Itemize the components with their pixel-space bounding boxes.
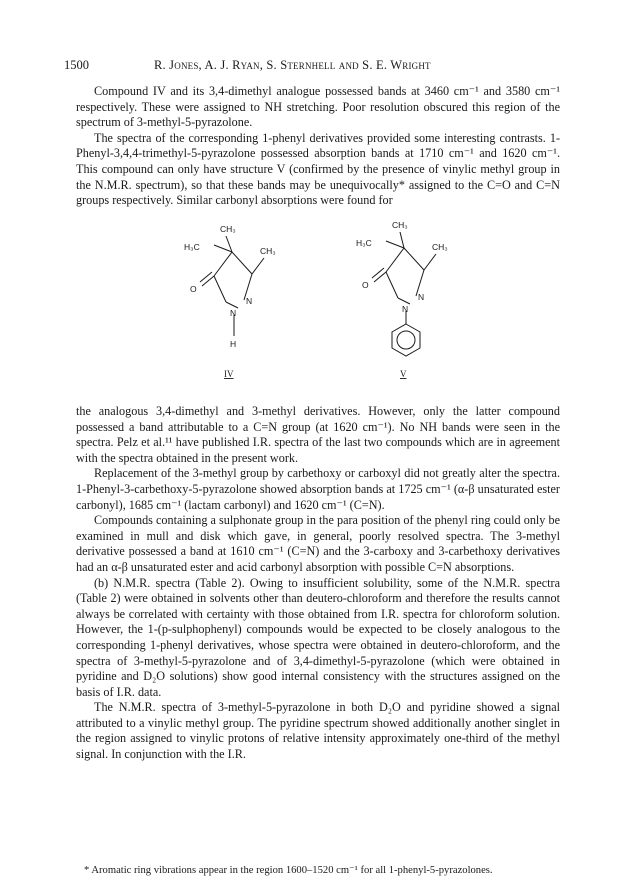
paragraph-ir-nh: Compound IV and its 3,4-dimethyl analogue possessed bands at 3460 cm⁻¹ and 3580 cm⁻¹ respectively. These were assigned to NH stretching. Poor resolution obscured this region of the spectrum of 3-methyl-5-pyrazolone. (76, 84, 560, 130)
structure-iv (160, 212, 320, 392)
methyl-left: H₃C (356, 238, 372, 248)
running-authors: R. Jones, A. J. Ryan, S. Sternhell and S. E. Wright (154, 58, 431, 72)
paragraph-nmr-spectra: (b) N.M.R. spectra (Table 2). Owing to insufficient solubility, some of the N.M.R. spectra (Table 2) were obtained in solvents other than deutero-chloroform and therefore the results cannot always be correlated with certainty with those obtained from I.R. spectra for chloroform solution. However, the 1-(p-sulphophenyl) compounds would be expected to be closely analogous to the corresponding 1-phenyl derivatives, whose spectra were obtained in deutero-chloroform, and the spectra of 3-methyl-5-pyrazolone and of 3,4-dimethyl-5-pyrazolone (which were obtained in pyridine and D₂O solutions) show good internal consistency with the structures assigned on the basis of I.R. data. (76, 575, 560, 699)
text-block-top (76, 84, 560, 209)
methyl-top: CH₃ (220, 224, 236, 234)
structure-v-label: V (400, 369, 407, 379)
text-block-bottom (76, 404, 560, 763)
nitrogen-2: N (418, 292, 425, 302)
oxygen: O (190, 284, 197, 294)
structure-v (330, 212, 500, 392)
methyl-right: CH₃ (432, 242, 448, 252)
paragraph-nmr-methyl: The N.M.R. spectra of 3-methyl-5-pyrazolone in both D₂O and pyridine showed a signal attributed to a vinylic methyl group. The pyridine spectrum showed additionally another singlet in the region assigned to vinylic protons of relative intensity approximately one-third of the methyl signal. In conjunction with the I.R. (76, 700, 560, 762)
structure-iv-label: IV (224, 369, 234, 379)
paragraph-carbethoxy: Replacement of the 3-methyl group by carbethoxy or carboxyl did not greatly alter the spectra. 1-Phenyl-3-carbethoxy-5-pyrazolone showed absorption bands at 1725 cm⁻¹ (α-β unsaturated ester carbonyl), 1685 cm⁻¹ (lactam carbonyl) and 1620 cm⁻¹ (C=N). (76, 466, 560, 512)
nitrogen-2: N (246, 296, 253, 306)
footnote: * Aromatic ring vibrations appear in the region 1600–1520 cm⁻¹ for all 1-phenyl-5-pyrazolones. (84, 865, 493, 876)
structure-iv-drawing (160, 212, 320, 392)
structure-v-drawing (330, 212, 500, 392)
nitrogen-1: N (230, 308, 237, 318)
nitrogen-1: N (402, 304, 409, 314)
page-number: 1500 (64, 58, 89, 72)
paragraph-phenyl-derivatives: The spectra of the corresponding 1-phenyl derivatives provided some interesting contrasts. 1-Phenyl-3,4,4-trimethyl-5-pyrazolone possessed absorption bands at 1710 cm⁻¹ and 1620 cm⁻¹. This compound can only have structure V (confirmed by the presence of vinylic methyl group in the N.M.R. spectrum), so that these bands may be unequivocally* assigned to the C=O and C=N groups respectively. Similar carbonyl absorptions were found for (76, 130, 560, 208)
oxygen: O (362, 280, 369, 290)
methyl-left: H₃C (184, 242, 200, 252)
methyl-top: CH₃ (392, 220, 408, 230)
methyl-right: CH₃ (260, 246, 276, 256)
paragraph-analogous: the analogous 3,4-dimethyl and 3-methyl derivatives. However, only the latter compound possessed a band attributable to a C=N group (at 1620 cm⁻¹). No NH bands were seen in the spectra. Pelz et al.¹¹ have published I.R. spectra of the last two compounds which are in agreement with the spectra obtained in the present work. (76, 404, 560, 465)
running-header (64, 58, 564, 76)
paragraph-sulphonate: Compounds containing a sulphonate group in the para position of the phenyl ring could only be examined in mull and disk which gave, in general, poorly resolved spectra. The 3-methyl derivative possessed a band at 1610 cm⁻¹ (C=N) and the 3-carboxy and 3-carbethoxy derivatives had an α-β unsaturated ester and acid carbonyl absorption with possible C=N absorptions. (76, 513, 560, 574)
hydrogen: H (230, 339, 237, 349)
